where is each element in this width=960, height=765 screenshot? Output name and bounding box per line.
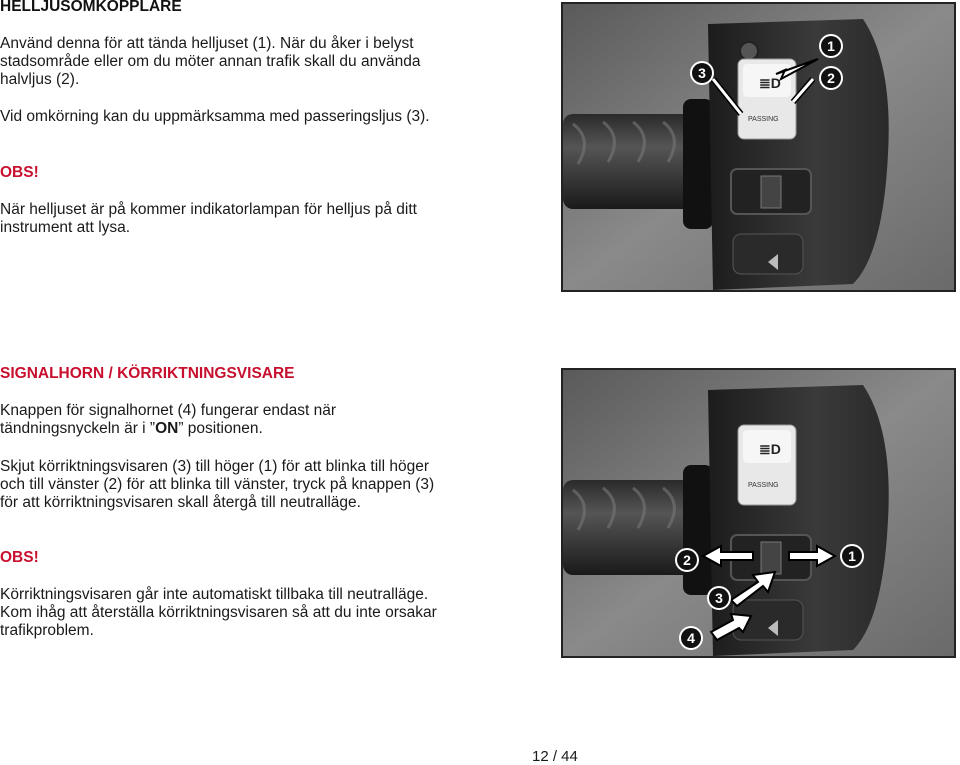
- callout-2: [819, 66, 843, 90]
- section-title-horn-indicator: SIGNALHORN / KÖRRIKTNINGSVISARE: [0, 365, 295, 382]
- callout-4: [679, 626, 703, 650]
- paragraph-line: Vid omkörning kan du uppmärksamma med passeringsljus (3).: [0, 108, 430, 125]
- paragraph-line: stadsområde eller om du möter annan trafik skall du använda: [0, 53, 421, 70]
- paragraph-line: Skjut körriktningsvisaren (3) till höger (1) för att blinka till höger: [0, 458, 430, 475]
- horn-indicator-switch-photo: [561, 368, 956, 658]
- callout-3: [690, 61, 714, 85]
- svg-text:≣D: ≣D: [759, 75, 781, 91]
- obs-label: OBS!: [0, 164, 39, 181]
- svg-text:4: 4: [687, 630, 695, 646]
- svg-text:1: 1: [827, 38, 835, 54]
- passing-label: PASSING: [748, 482, 779, 489]
- section-title-headlight-switch: HELLJUSOMKOPPLARE: [0, 0, 182, 15]
- text-fragment: ” positionen.: [178, 420, 263, 437]
- obs-text-line: Körriktningsvisaren går inte automatiskt tillbaka till neutralläge.: [0, 586, 429, 603]
- callout-2: [675, 548, 699, 572]
- svg-text:1: 1: [848, 548, 856, 564]
- text-fragment: tändningsnyckeln är i ”: [0, 420, 156, 437]
- paragraph-line: för att körriktningsvisaren skall återgå till neutralläge.: [0, 494, 361, 511]
- obs-label: OBS!: [0, 549, 39, 566]
- callout-1: [819, 34, 843, 58]
- obs-text-line: Kom ihåg att återställa körriktningsvisaren så att du inte orsakar: [0, 604, 437, 621]
- paragraph-line: [0, 420, 263, 438]
- svg-text:2: 2: [683, 552, 691, 568]
- obs-text-line: instrument att lysa.: [0, 219, 131, 236]
- callout-3: [707, 586, 731, 610]
- obs-text-line: När helljuset är på kommer indikatorlampan för helljus på ditt: [0, 201, 417, 218]
- callout-1: [840, 544, 864, 568]
- paragraph-line: Knappen för signalhornet (4) fungerar endast när: [0, 402, 337, 419]
- passing-label: PASSING: [748, 116, 779, 123]
- paragraph-line: halvljus (2).: [0, 71, 80, 88]
- paragraph-line: och till vänster (2) för att blinka till vänster, tryck på knappen (3): [0, 476, 435, 493]
- headlight-switch-photo: [561, 2, 956, 292]
- obs-text-line: trafikproblem.: [0, 622, 94, 639]
- on-position-label: ON: [155, 420, 179, 437]
- svg-text:2: 2: [827, 70, 835, 86]
- svg-text:≣D: ≣D: [759, 441, 781, 457]
- page-number: 12 / 44: [532, 748, 578, 765]
- svg-text:3: 3: [698, 65, 706, 81]
- svg-text:3: 3: [715, 590, 723, 606]
- paragraph-line: Använd denna för att tända helljuset (1). När du åker i belyst: [0, 35, 414, 52]
